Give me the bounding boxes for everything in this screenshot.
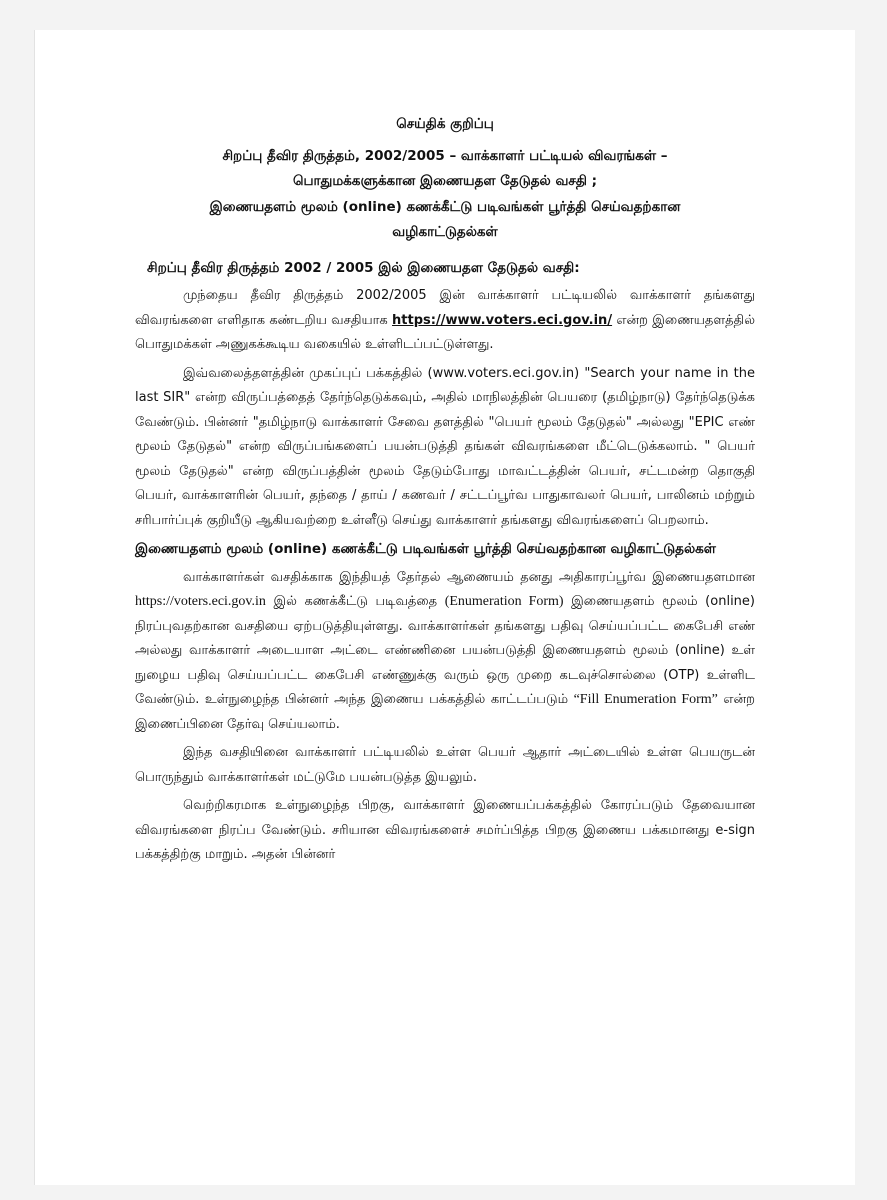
document-content: [135, 112, 755, 872]
document-title: செய்திக் குறிப்பு: [396, 116, 494, 132]
paragraph-text: என்ற இணைப்பினை தேர்வு செய்யலாம்.: [135, 692, 755, 732]
paragraph-text: இணையதளம் மூலம் (online) நிரப்புவதற்கான வசதியை ஏற்படுத்தியுள்ளது. வாக்காளர்கள் தங்களது பதிவு செய்யப்பட்ட கைபேசி எண் அல்லது வாக்காளர் அடையாள அட்டை எண்ணினை பயன்படுத்தி இணையதளம் மூலம் (online) உள் நுழைய பதிவு செய்யப்பட்ட கைபேசி எண்ணுக்கு வரும் ஒரு முறை கடவுச்சொல்லை (OTP) உள்ளிட வேண்டும். உள்நுழைந்த பின்னர் அந்த இணைய பக்கத்தில் காட்டப்படும்: [135, 594, 755, 707]
subtitle-line-1: சிறப்பு தீவிர திருத்தம், 2002/2005 – வாக்காளர் பட்டியல் விவரங்கள் –: [222, 147, 668, 164]
eci-url-text: https://voters.eci.gov.in: [135, 594, 266, 609]
fill-enumeration-form-text: “Fill Enumeration Form”: [573, 692, 718, 707]
paragraph-text: இல் கணக்கீட்டு படிவத்தை: [265, 594, 445, 609]
document-page: [34, 30, 855, 1185]
document-subtitle: [135, 144, 755, 246]
paragraph-search-steps: இவ்வலைத்தளத்தின் முகப்புப் பக்கத்தில் (www.voters.eci.gov.in) "Search your name in the last SIR" என்ற விருப்பத்தைத் தேர்ந்தெடுக்கவும், அதில் மாநிலத்தின் பெயரை (தமிழ்நாடு) தேர்ந்தெடுக்க வேண்டும். பின்னர் "தமிழ்நாடு வாக்காளர் சேவை தளத்தில் "பெயர் மூலம் தேடுதல்" அல்லது "EPIC எண் மூலம் தேடுதல்" என்ற விருப்பங்களைப் பயன்படுத்தி தங்கள் விவரங்களை மீட்டெடுக்கலாம். " பெயர் மூலம் தேடுதல்" என்ற விருப்பத்தின் மூலம் தேடும்போது மாவட்டத்தின் பெயர், சட்டமன்ற தொகுதி பெயர், வாக்காளரின் பெயர், தந்தை / தாய் / கணவர் / சட்டப்பூர்வ பாதுகாவலர் பெயர், பாலினம் மற்றும் சரிபார்ப்புக் குறியீடு ஆகியவற்றை உள்ளீடு செய்து வாக்காளர் தங்களது விவரங்களைப் பெறலாம்.: [135, 365, 755, 528]
enumeration-form-text: (Enumeration Form): [444, 594, 564, 609]
subtitle-line-2: பொதுமக்களுக்கான இணையதள தேடுதல் வசதி ;: [293, 173, 597, 189]
paragraph-text: என்ற இணையதளத்தில் பொதுமக்கள் அணுகக்கூடிய வகையில் உள்ளிடப்பட்டுள்ளது.: [135, 312, 755, 352]
section-heading-search-facility: சிறப்பு தீவிர திருத்தம் 2002 / 2005 இல் இணையதள தேடுதல் வசதி:: [147, 259, 580, 276]
paragraph-text: முந்தைய தீவிர திருத்தம் 2002/2005 இன் வாக்காளர் பட்டியலில் வாக்காளர் தங்களது விவரங்களை எளிதாக கண்டறிய வசதியாக: [135, 288, 755, 328]
paragraph-online-form: [135, 566, 755, 738]
subtitle-line-3: இணையதளம் மூலம் (online) கணக்கீட்டு படிவங்கள் பூர்த்தி செய்வதற்கான: [209, 198, 681, 215]
section-heading-online-guidelines: இணையதளம் மூலம் (online) கணக்கீட்டு படிவங்கள் பூர்த்தி செய்வதற்கான வழிகாட்டுதல்கள்: [135, 541, 716, 557]
voters-portal-link[interactable]: https://www.voters.eci.gov.in/: [392, 312, 613, 328]
paragraph-after-login: வெற்றிகரமாக உள்நுழைந்த பிறகு, வாக்காளர் இணையப்பக்கத்தில் கோரப்படும் தேவையான விவரங்களை நிரப்ப வேண்டும். சரியான விவரங்களைச் சமர்ப்பித்த பிறகு இணைய பக்கமானது e-sign பக்கத்திற்கு மாறும். அதன் பின்னர்: [135, 798, 755, 862]
paragraph-aadhaar-match: இந்த வசதியினை வாக்காளர் பட்டியலில் உள்ள பெயர் ஆதார் அட்டையில் உள்ள பெயருடன் பொருந்தும் வாக்காளர்கள் மட்டுமே பயன்படுத்த இயலும்.: [135, 745, 755, 785]
subtitle-line-4: வழிகாட்டுதல்கள்: [392, 224, 498, 240]
paragraph-search-intro: [135, 284, 755, 358]
paragraph-text: வாக்காளர்கள் வசதிக்காக இந்தியத் தேர்தல் ஆணையம் தனது அதிகாரப்பூர்வ இணையதளமான: [183, 569, 755, 585]
